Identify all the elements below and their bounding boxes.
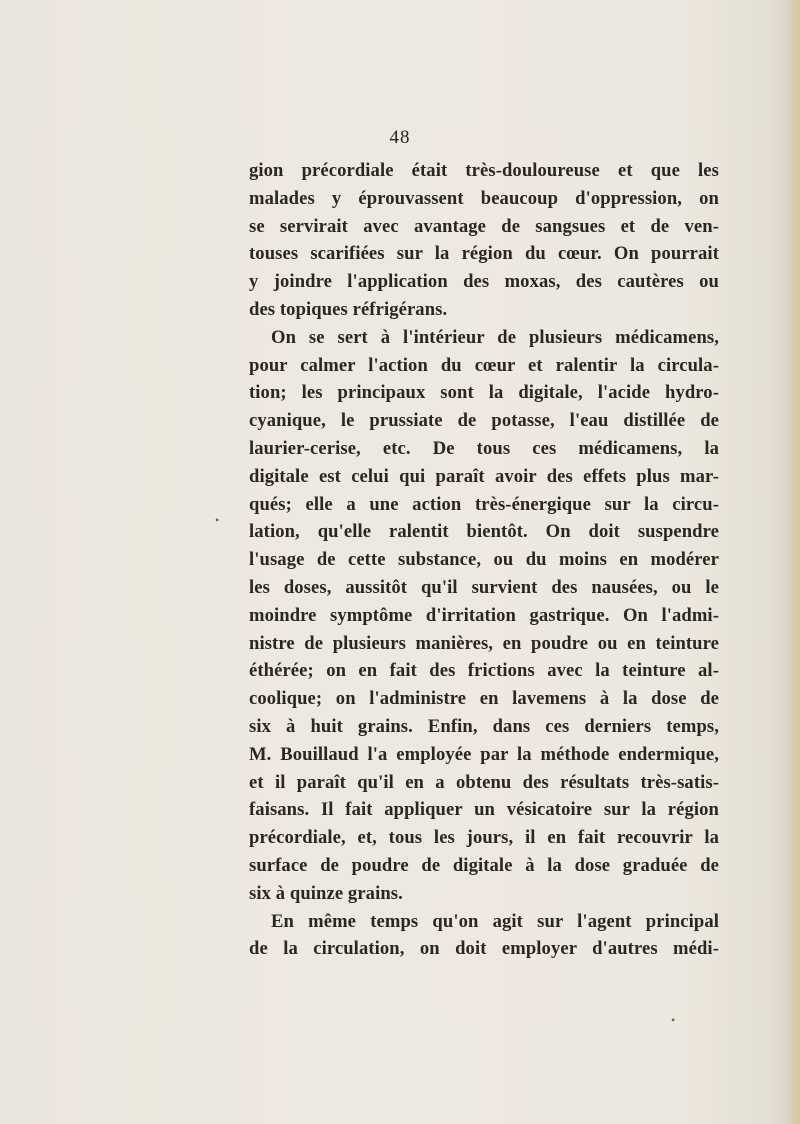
text-line: qués; elle a une action très-énergique sur la circu- xyxy=(249,493,719,515)
text-line: moindre symptôme d'irritation gastrique. On l'admi- xyxy=(249,604,719,626)
text-line: six à quinze grains. xyxy=(249,882,403,904)
text-line: tion; les principaux sont la digitale, l'acide hydro- xyxy=(249,382,719,404)
text-line: précordiale, et, tous les jours, il en fait recouvrir la xyxy=(249,827,719,849)
text-line: éthérée; on en fait des frictions avec la teinture al- xyxy=(249,660,719,682)
text-line: laurier-cerise, etc. De tous ces médicamens, la xyxy=(249,437,719,459)
text-line: pour calmer l'action du cœur et ralentir la circula- xyxy=(249,354,719,376)
text-line: M. Bouillaud l'a employée par la méthode endermique, xyxy=(249,743,719,765)
text-line: cyanique, le prussiate de potasse, l'eau distillée de xyxy=(249,410,719,432)
text-line: l'usage de cette substance, ou du moins en modérer xyxy=(249,549,719,571)
text-line: et il paraît qu'il en a obtenu des résultats très-satis- xyxy=(249,771,719,793)
text-line: touses scarifiées sur la région du cœur. On pourrait xyxy=(249,243,719,265)
text-line: faisans. Il fait appliquer un vésicatoire sur la région xyxy=(249,799,719,821)
page-number: 48 xyxy=(389,127,411,148)
page-edge-shadow xyxy=(786,0,800,1124)
text-line: six à huit grains. Enfin, dans ces derniers temps, xyxy=(249,715,719,737)
text-line: lation, qu'elle ralentit bientôt. On doit suspendre xyxy=(249,521,719,543)
text-line: On se sert à l'intérieur de plusieurs médicamens, xyxy=(271,326,719,348)
text-line: nistre de plusieurs manières, en poudre ou en teinture xyxy=(249,632,719,654)
text-line: malades y éprouvassent beaucoup d'oppression, on xyxy=(249,187,719,209)
text-line: de la circulation, on doit employer d'autres médi- xyxy=(249,938,719,960)
text-line: des topiques réfrigérans. xyxy=(249,298,448,320)
body-text xyxy=(249,157,719,963)
text-line: les doses, aussitôt qu'il survient des nausées, ou le xyxy=(249,576,719,598)
ink-speck: • xyxy=(215,513,220,527)
text-line: gion précordiale était très-douloureuse et que les xyxy=(249,160,719,181)
text-line: surface de poudre de digitale à la dose graduée de xyxy=(249,854,719,876)
text-line: y joindre l'application des moxas, des cautères ou xyxy=(249,271,719,293)
ink-speck: • xyxy=(671,1013,676,1027)
text-line: En même temps qu'on agit sur l'agent principal xyxy=(271,910,719,932)
text-line: se servirait avec avantage de sangsues et de ven- xyxy=(249,215,719,237)
text-line: coolique; on l'administre en lavemens à la dose de xyxy=(249,688,719,710)
text-line: digitale est celui qui paraît avoir des effets plus mar- xyxy=(249,465,719,487)
